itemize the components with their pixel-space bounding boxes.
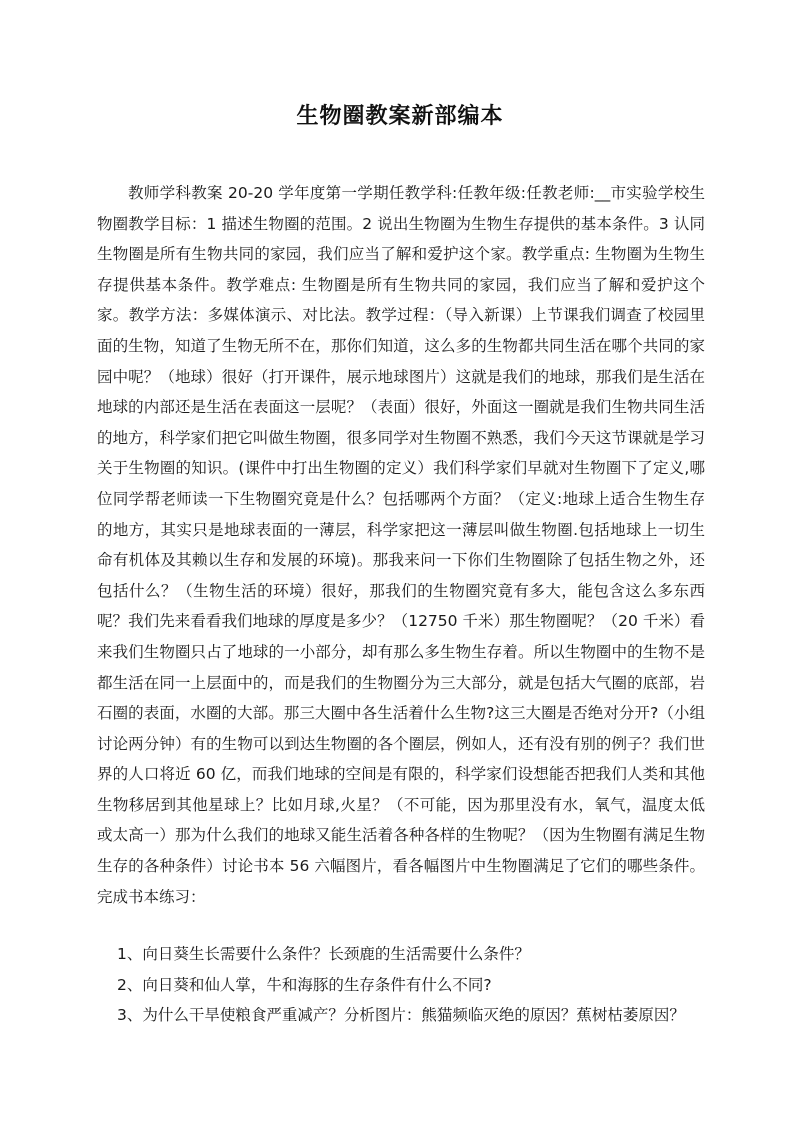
exercise-item-2: 2、向日葵和仙人掌，牛和海豚的生存条件有什么不同? (117, 975, 492, 994)
exercise-list (117, 939, 717, 1031)
document-title: 生物圈教案新部编本 (296, 104, 504, 129)
exercise-item-3: 3、为什么干旱使粮食严重减产？分析图片：熊猫频临灭绝的原因？蕉树枯萎原因？ (117, 1006, 685, 1025)
exercise-item-1: 1、向日葵生长需要什么条件？长颈鹿的生活需要什么条件？ (117, 945, 530, 963)
document-body-paragraph: 教师学科教案 20-20 学年度第一学期任教学科:任教年级:任教老师:__市实验学校生物圈教学目标：1 描述生物圈的范围。2 说出生物圈为生物生存提供的基本条件。3 认同生物圈是所有生物共同的家园，我们应当了解和爱护这个家。教学重点: 生物圈为生物生存提供基本条件。教学难点: 生物圈是所有生物共同的家园，我们应当了解和爱护这个家。教学方法：多媒体演示、对比法。教学过程：（导入新课）上节课我们调查了校园里面的生物，知道了生物无所不在，那你们知道，这么多的生物都共同生活在哪个共同的家园中呢？（地球）很好（打开课件，展示地球图片）这就是我们的地球，那我们是生活在地球的内部还是生活在表面这一层呢？（表面）很好，外面这一圈就是我们生物共同生活的地方，科学家们把它叫做生物圈，很多同学对生物圈不熟悉，我们今天这节课就是学习关于生物圈的知识。(课件中打出生物圈的定义）我们科学家们早就对生物圈下了定义,哪位同学帮老师读一下生物圈究竟是什么？包括哪两个方面？（定义:地球上适合生物生存的地方，其实只是地球表面的一薄层，科学家把这一薄层叫做生物圈.包括地球上一切生命有机体及其赖以生存和发展的环境)。那我来问一下你们生物圈除了包括生物之外，还包括什么？（生物生活的环境）很好，那我们的生物圈究竟有多大，能包含这么多东西呢？我们先来看看我们地球的厚度是多少？（12750 千米）那生物圈呢？（20 千米）看来我们生物圈只占了地球的一小部分，却有那么多生物生存着。所以生物圈中的生物不是都生活在同一上层面中的，而是我们的生物圈分为三大部分，就是包括大气圈的底部，岩石圈的表面，水圈的大部。那三大圈中各生活着什么生物?这三大圈是否绝对分开?（小组讨论两分钟）有的生物可以到达生物圈的各个圈层，例如人，还有没有别的例子？我们世界的人口将近 60 亿，而我们地球的空间是有限的，科学家们设想能否把我们人类和其他生物移居到其他星球上？比如月球,火星？（不可能，因为那里没有水，氧气，温度太低或太高一）那为什么我们的地球又能生活着各种各样的生物呢？（因为生物圈有满足生物生存的各种条件）讨论书本 56 六幅图片，看各幅图片中生物圈满足了它们的哪些条件。完成书本练习： (97, 184, 705, 906)
